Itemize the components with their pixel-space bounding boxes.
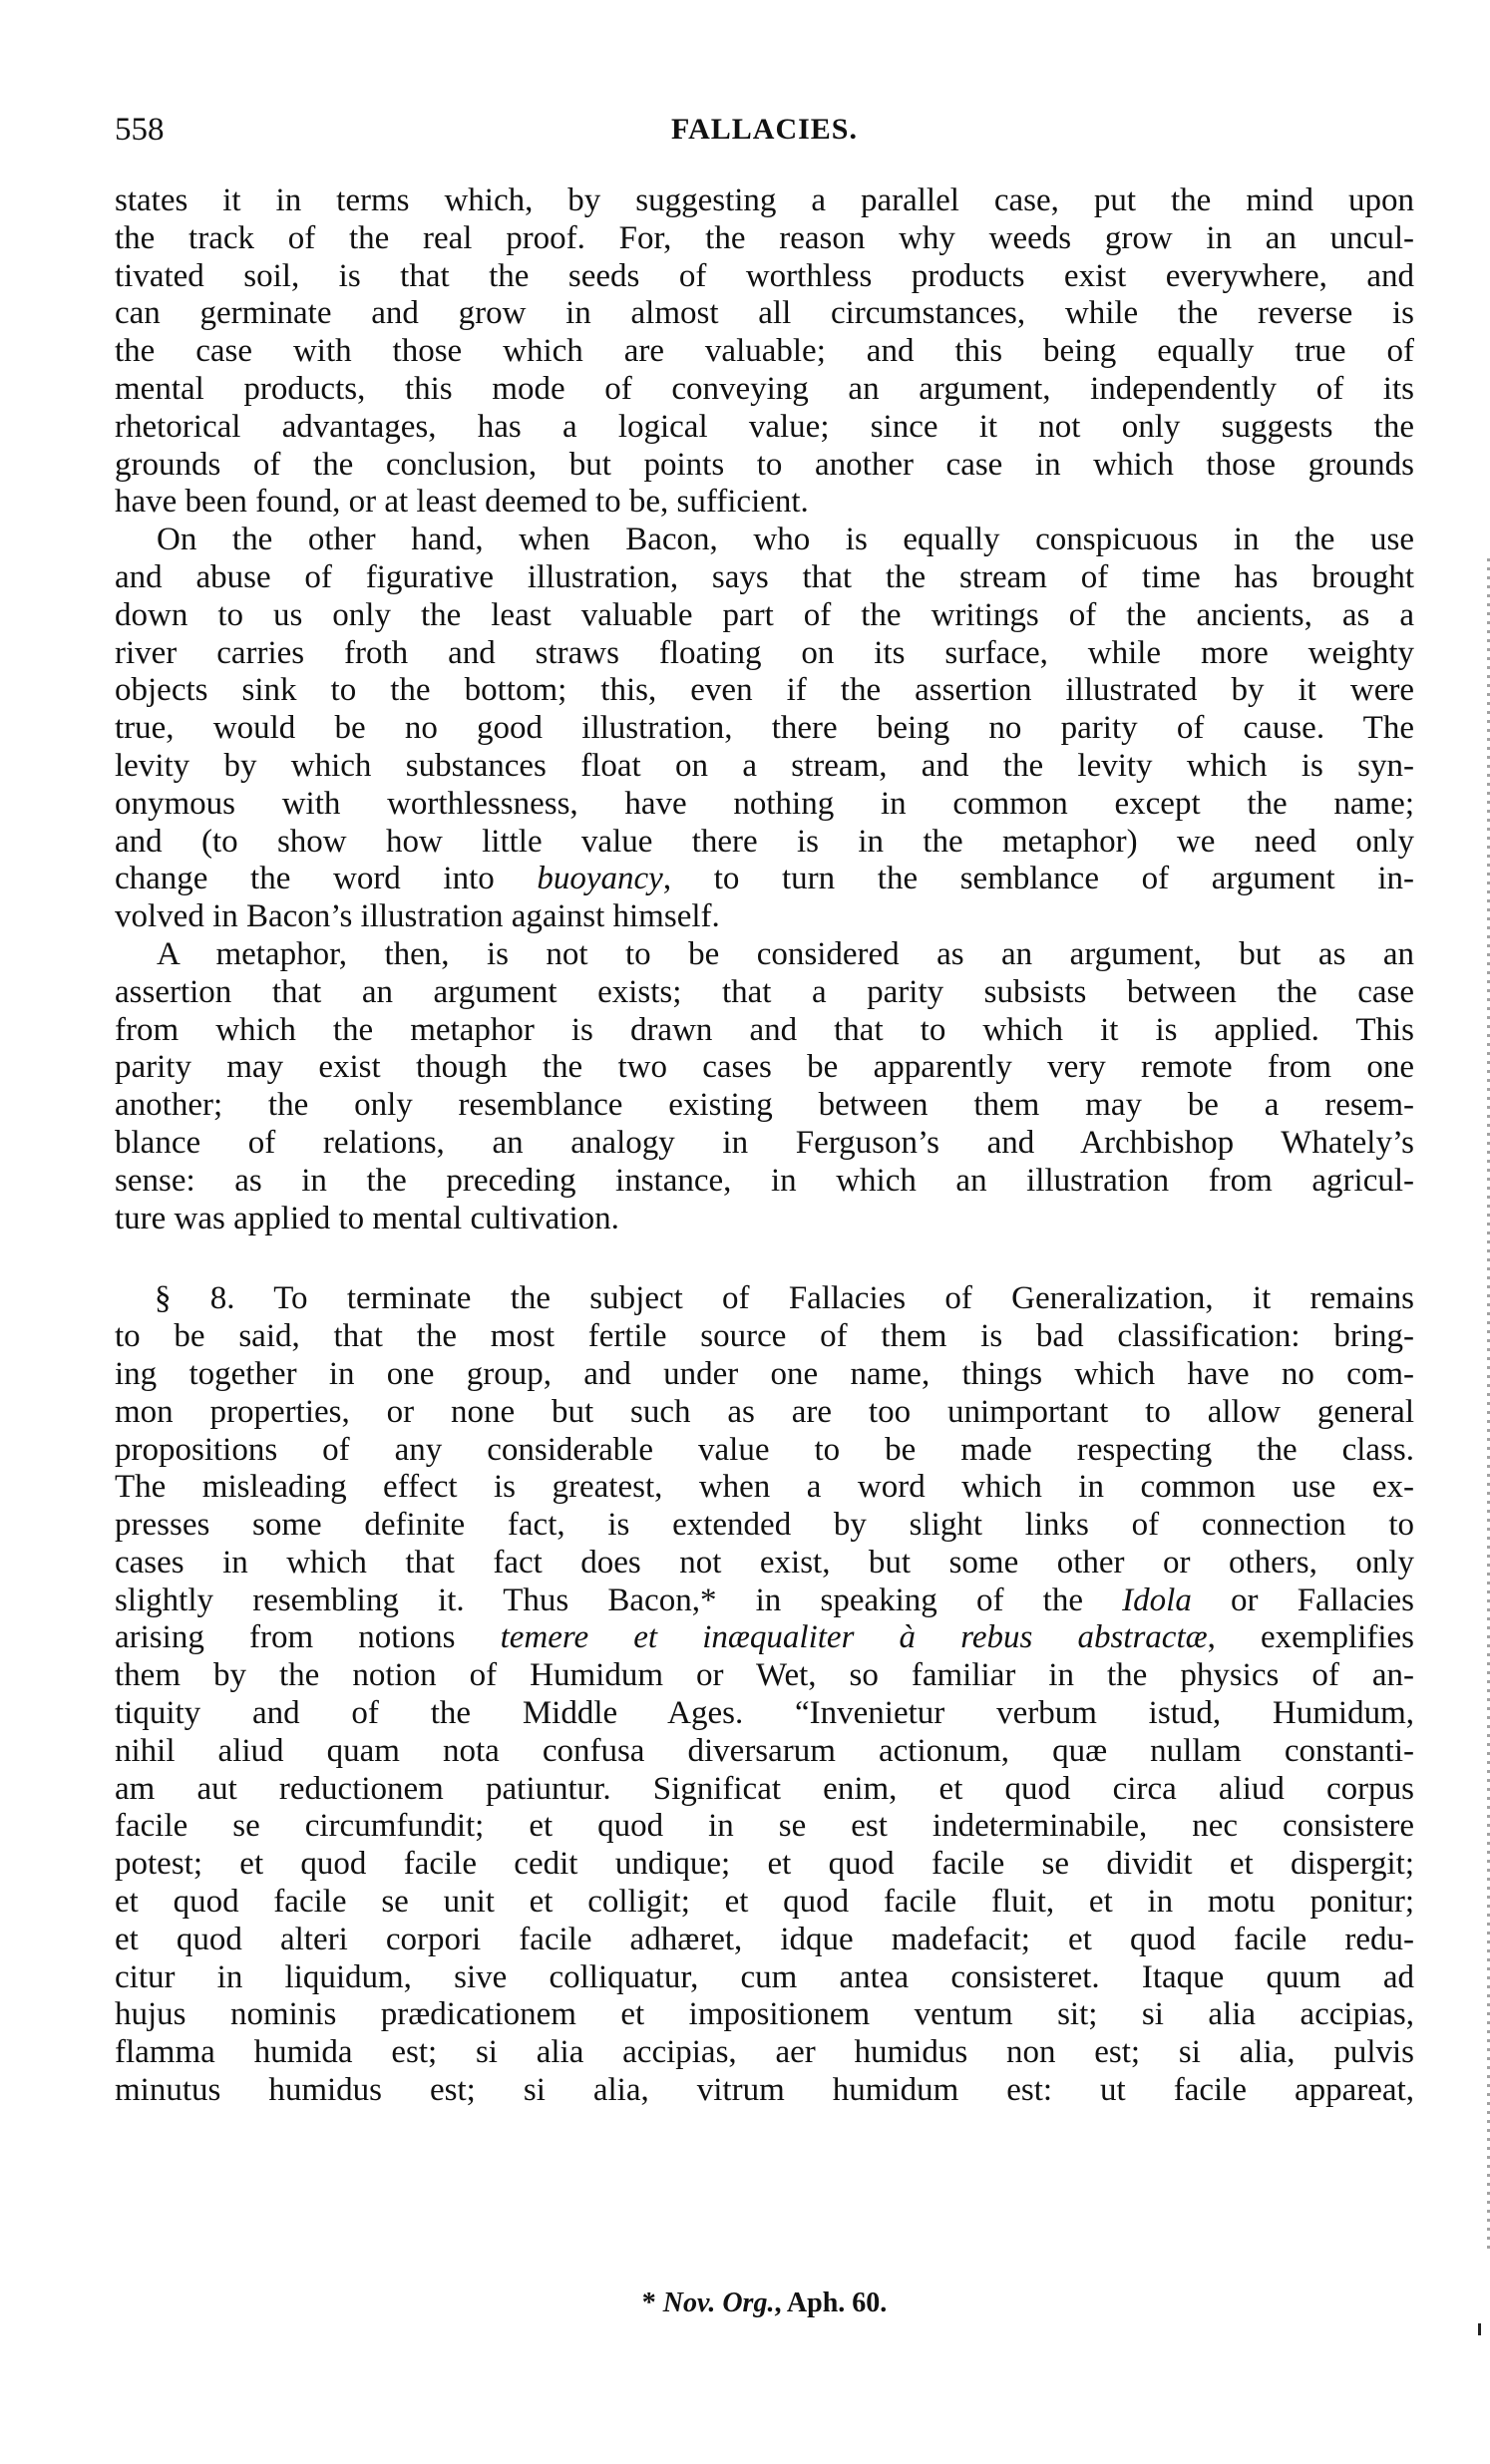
text-span: nihil aliud quam nota confusa diversarum actionum, quæ nullam constanti- bbox=[115, 1732, 1414, 1769]
text-span: minutus humidus est; si alia, vitrum humidum est: ut facile appareat, bbox=[115, 2072, 1414, 2109]
text-line bbox=[115, 1507, 1414, 1545]
text-span: states it in terms which, by suggesting a parallel case, put the mind upon bbox=[115, 182, 1414, 218]
footnote-citation-title: Nov. Org. bbox=[662, 2288, 775, 2318]
footnote-marker: * bbox=[641, 2288, 656, 2318]
text-line bbox=[115, 1087, 1414, 1125]
text-line bbox=[115, 974, 1414, 1012]
text-line bbox=[115, 1125, 1414, 1163]
text-line bbox=[115, 1808, 1414, 1846]
text-line bbox=[115, 1771, 1414, 1809]
text-span: § 8. To terminate the subject of Fallacies of Generalization, it remains bbox=[155, 1280, 1414, 1317]
footnote-text bbox=[663, 2288, 888, 2318]
text-span: them by the notion of Humidum or Wet, so familiar in the physics of an- bbox=[115, 1657, 1414, 1694]
text-line bbox=[115, 1846, 1414, 1884]
text-line bbox=[115, 182, 1414, 220]
paragraph-p1 bbox=[115, 182, 1414, 522]
text-span: On the other hand, when Bacon, who is equally conspicuous in the use bbox=[157, 522, 1414, 558]
text-span: ing together in one group, and under one name, things which have no com- bbox=[115, 1355, 1414, 1392]
text-span: ture was applied to mental cultivation. bbox=[115, 1200, 619, 1236]
text-span: hujus nominis prædicationem et impositionem ventum sit; si alia accipias, bbox=[115, 1996, 1414, 2033]
text-span: sense: as in the preceding instance, in which an illustration from agricul- bbox=[115, 1162, 1414, 1199]
text-span: blance of relations, an analogy in Ferguson’s and Archbishop Whately’s bbox=[115, 1124, 1414, 1161]
text-line bbox=[115, 1619, 1414, 1657]
text-span: tivated soil, is that the seeds of worthless products exist everywhere, and bbox=[115, 257, 1414, 294]
text-span: facile se circumfundit; et quod in se est indeterminabile, nec consistere bbox=[115, 1808, 1414, 1845]
text-line bbox=[115, 861, 1414, 898]
text-line bbox=[115, 447, 1414, 485]
text-span: arising from notions bbox=[115, 1619, 501, 1656]
text-span: The misleading effect is greatest, when a word which in common use ex- bbox=[115, 1469, 1414, 1506]
text-span: propositions of any considerable value to be made respecting the class. bbox=[115, 1431, 1414, 1468]
text-span: down to us only the least valuable part of the writings of the ancients, as a bbox=[115, 596, 1414, 633]
text-line bbox=[115, 710, 1414, 748]
body-text bbox=[115, 182, 1414, 2110]
text-span: , exemplifies bbox=[1207, 1619, 1414, 1656]
text-line bbox=[115, 1356, 1414, 1394]
text-line bbox=[115, 1959, 1414, 1997]
text-span: levity by which substances float on a stream, and the levity which is syn- bbox=[115, 747, 1414, 784]
text-span: rhetorical advantages, has a logical value; since it not only suggests the bbox=[115, 408, 1414, 445]
text-span: have been found, or at least deemed to be, sufficient. bbox=[115, 484, 809, 521]
text-line bbox=[115, 1733, 1414, 1771]
text-span: change the word into bbox=[115, 861, 538, 897]
text-span: tiquity and of the Middle Ages. “Invenietur verbum istud, Humidum, bbox=[115, 1695, 1414, 1732]
text-line bbox=[115, 1996, 1414, 2034]
text-line bbox=[115, 1545, 1414, 1583]
text-span: grounds of the conclusion, but points to another case in which those grounds bbox=[115, 446, 1414, 483]
text-line bbox=[115, 1318, 1414, 1356]
text-span: potest; et quod facile cedit undique; et quod facile se dividit et dispergit; bbox=[115, 1846, 1414, 1883]
text-span: , to turn the semblance of argument in- bbox=[662, 861, 1414, 897]
text-line bbox=[115, 672, 1414, 710]
text-line bbox=[115, 559, 1414, 597]
text-line bbox=[115, 1432, 1414, 1470]
text-span: from which the metaphor is drawn and that to which it is applied. This bbox=[115, 1011, 1414, 1048]
text-line bbox=[115, 1657, 1414, 1695]
text-line bbox=[115, 220, 1414, 258]
text-span: to be said, that the most fertile source of them is bad classification: bring- bbox=[115, 1318, 1414, 1355]
text-line bbox=[115, 333, 1414, 371]
paragraph-p3 bbox=[115, 936, 1414, 1237]
text-span: assertion that an argument exists; that a parity subsists between the case bbox=[115, 973, 1414, 1010]
text-line bbox=[115, 635, 1414, 673]
text-line bbox=[115, 1163, 1414, 1201]
text-span: parity may exist though the two cases be apparently very remote from one bbox=[115, 1049, 1414, 1086]
text-span: can germinate and grow in almost all circumstances, while the reverse is bbox=[115, 295, 1414, 332]
text-line bbox=[115, 1049, 1414, 1087]
text-span: cases in which that fact does not exist, but some other or others, only bbox=[115, 1544, 1414, 1581]
text-span: citur in liquidum, sive colliquatur, cum antea consisteret. Itaque quum ad bbox=[115, 1958, 1414, 1995]
text-line bbox=[115, 295, 1414, 333]
text-span: et quod alteri corpori facile adhæret, idque madefacit; et quod facile redu- bbox=[115, 1921, 1414, 1957]
text-line bbox=[115, 1695, 1414, 1733]
paragraph-section-8 bbox=[115, 1280, 1414, 2110]
text-span: volved in Bacon’s illustration against himself. bbox=[115, 898, 720, 935]
text-line bbox=[115, 258, 1414, 296]
text-span: onymous with worthlessness, have nothing in common except the name; bbox=[115, 785, 1414, 822]
text-span: slightly resembling it. Thus Bacon,* in speaking of the bbox=[115, 1582, 1123, 1618]
text-span: the track of the real proof. For, the reason why weeds grow in an uncul- bbox=[115, 219, 1414, 256]
italic-span: Idola bbox=[1122, 1582, 1192, 1618]
text-span: am aut reductionem patiuntur. Significat enim, et quod circa aliud corpus bbox=[115, 1770, 1414, 1807]
text-span: et quod facile se unit et colligit; et quod facile fluit, et in motu ponitur; bbox=[115, 1884, 1414, 1921]
text-span: or Fallacies bbox=[1191, 1582, 1414, 1618]
footnote bbox=[115, 2286, 1414, 2321]
text-line bbox=[115, 2034, 1414, 2072]
italic-span: buoyancy bbox=[537, 861, 663, 897]
text-line bbox=[115, 371, 1414, 409]
text-span: flamma humida est; si alia accipias, aer humidus non est; si alia, pulvis bbox=[115, 2034, 1414, 2071]
text-span: A metaphor, then, is not to be considered as an argument, but as an bbox=[157, 935, 1414, 972]
text-span: presses some definite fact, is extended by slight links of connection to bbox=[115, 1507, 1414, 1544]
text-line bbox=[115, 409, 1414, 447]
text-span: and (to show how little value there is in the metaphor) we need only bbox=[115, 823, 1414, 860]
running-title: FALLACIES. bbox=[671, 113, 858, 146]
text-line bbox=[115, 786, 1414, 824]
text-line bbox=[115, 1884, 1414, 1922]
page-number: 558 bbox=[115, 112, 165, 148]
text-span: river carries froth and straws floating on its surface, while more weighty bbox=[115, 634, 1414, 671]
text-span: and abuse of figurative illustration, says that the stream of time has brought bbox=[115, 558, 1414, 595]
italic-span: temere et inæqualiter à rebus abstractæ bbox=[500, 1619, 1208, 1656]
text-span: true, would be no good illustration, there being no parity of cause. The bbox=[115, 710, 1414, 747]
text-line bbox=[115, 748, 1414, 786]
text-line bbox=[115, 1583, 1414, 1620]
text-line bbox=[115, 824, 1414, 862]
text-span: another; the only resemblance existing between them may be a resem- bbox=[115, 1087, 1414, 1124]
text-line bbox=[115, 1469, 1414, 1507]
text-line bbox=[115, 2072, 1414, 2110]
text-span: objects sink to the bottom; this, even if the assertion illustrated by it were bbox=[115, 672, 1414, 709]
section-break bbox=[115, 1237, 1414, 1280]
text-line bbox=[115, 1280, 1414, 1318]
scan-mark-artifact bbox=[1478, 2323, 1481, 2335]
text-span: the case with those which are valuable; and this being equally true of bbox=[115, 333, 1414, 370]
text-span: mental products, this mode of conveying an argument, independently of its bbox=[115, 370, 1414, 407]
text-line bbox=[115, 1394, 1414, 1432]
text-line bbox=[115, 1012, 1414, 1050]
text-line bbox=[115, 522, 1414, 559]
text-line bbox=[115, 1922, 1414, 1959]
text-line bbox=[115, 597, 1414, 635]
footnote-citation-ref: , Aph. 60. bbox=[774, 2288, 888, 2318]
text-line bbox=[115, 936, 1414, 974]
paragraph-p2 bbox=[115, 522, 1414, 936]
text-span: mon properties, or none but such as are too unimportant to allow general bbox=[115, 1393, 1414, 1430]
